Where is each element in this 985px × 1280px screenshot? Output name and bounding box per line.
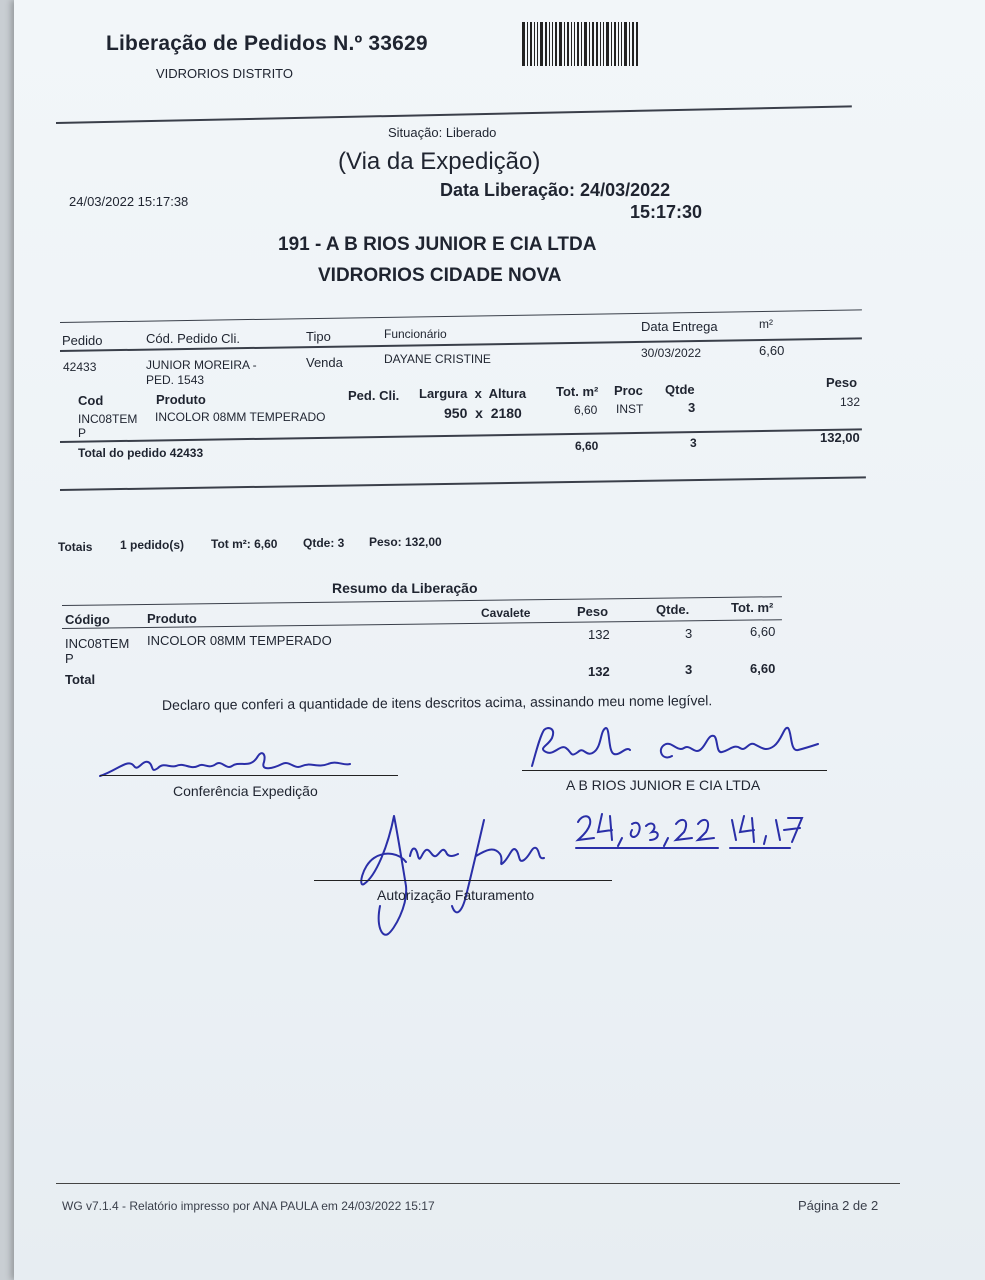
resumo-header-tot-m2: Tot. m² — [731, 600, 774, 615]
footer-divider — [56, 1183, 900, 1184]
signature-line-autorizacao — [314, 880, 612, 881]
resumo-header-peso: Peso — [577, 604, 609, 619]
barcode-bar — [571, 22, 572, 66]
header-m2: m² — [759, 317, 773, 331]
barcode-bar — [592, 22, 594, 66]
signature-line-conferencia — [100, 775, 398, 776]
barcode-bar — [552, 22, 553, 66]
barcode-bar — [527, 22, 528, 66]
item-qtde: 3 — [688, 400, 696, 415]
totals-label: Totais — [58, 540, 93, 554]
barcode-bar — [540, 22, 543, 66]
row-pedido: 42433 — [63, 360, 97, 374]
item-header-peso: Peso — [826, 375, 858, 390]
barcode-bar — [555, 22, 557, 66]
totals-m2: Tot m²: 6,60 — [211, 537, 278, 551]
barcode-bar — [603, 22, 604, 66]
barcode-bar — [574, 22, 575, 66]
data-liberacao: Data Liberação: 24/03/2022 — [440, 180, 671, 200]
barcode-bar — [559, 22, 562, 66]
barcode-bar — [600, 22, 601, 66]
resumo-total-qtde: 3 — [685, 662, 693, 677]
printed-timestamp: 24/03/2022 15:17:38 — [69, 194, 189, 209]
barcode-bar — [577, 22, 579, 66]
client-store: VIDRORIOS CIDADE NOVA — [318, 265, 562, 286]
barcode-bar — [621, 22, 622, 66]
total-pedido-qtde: 3 — [690, 436, 697, 450]
resumo-header-codigo: Código — [65, 612, 110, 627]
autorizacao-label: Autorização Faturamento — [377, 887, 535, 903]
row-cod-pedido-cli-cont: PED. 1543 — [146, 373, 205, 387]
situacao: Situação: Liberado — [388, 125, 497, 140]
barcode-bar — [530, 22, 532, 66]
item-header-proc: Proc — [614, 383, 643, 398]
barcode-bar — [581, 22, 582, 66]
barcode-bar — [636, 22, 638, 66]
barcode-bar — [584, 22, 587, 66]
resumo-total-tot-m2: 6,60 — [750, 661, 776, 676]
declaration-text: Declaro que conferi a quantidade de itens descritos acima, assinando meu nome legível. — [161, 692, 713, 713]
resumo-total-label: Total — [65, 672, 96, 687]
via-label: (Via da Expedição) — [338, 148, 541, 175]
resumo-codigo-cont: P — [65, 651, 74, 666]
row-tipo: Venda — [306, 355, 343, 370]
item-peso: 132 — [840, 395, 861, 409]
hora-liberacao: 15:17:30 — [630, 202, 703, 222]
item-produto: INCOLOR 08MM TEMPERADO — [155, 410, 326, 424]
barcode-bar — [614, 22, 616, 66]
item-proc: INST — [616, 402, 644, 416]
barcode-bar — [596, 22, 598, 66]
barcode-bar — [632, 22, 634, 66]
total-pedido-m2: 6,60 — [575, 439, 599, 453]
client-name: 191 - A B RIOS JUNIOR E CIA LTDA — [278, 234, 597, 255]
totals-pedidos: 1 pedido(s) — [120, 538, 185, 552]
row-m2: 6,60 — [759, 343, 785, 358]
signature-autorizacao — [354, 806, 554, 938]
barcode-bar — [611, 22, 612, 66]
barcode-bar — [534, 22, 535, 66]
barcode-bar — [567, 22, 569, 66]
resumo-tot-m2: 6,60 — [750, 624, 776, 639]
signature-cliente — [522, 722, 828, 772]
total-pedido-label: Total do pedido 42433 — [78, 446, 204, 460]
barcode-bar — [606, 22, 609, 66]
item-cod: INC08TEM — [78, 412, 138, 426]
cliente-label: A B RIOS JUNIOR E CIA LTDA — [566, 777, 761, 793]
row-cod-pedido-cli: JUNIOR MOREIRA - — [146, 358, 257, 372]
barcode-bar — [589, 22, 590, 66]
barcode-bar — [549, 22, 550, 66]
footer-page-number: Página 2 de 2 — [798, 1198, 879, 1213]
totals-qtde: Qtde: 3 — [303, 536, 345, 550]
barcode-bar — [618, 22, 619, 66]
footer-printed-by: WG v7.1.4 - Relatório impresso por ANA PAULA em 24/03/2022 15:17 — [62, 1199, 435, 1213]
resumo-header-cavalete: Cavalete — [481, 606, 531, 620]
signature-line-cliente — [522, 770, 827, 771]
signature-conferencia — [98, 748, 358, 782]
resumo-qtde: 3 — [685, 626, 693, 641]
barcode — [522, 22, 664, 66]
item-cod-cont: P — [78, 426, 87, 440]
resumo-header-produto: Produto — [147, 611, 197, 626]
item-header-cod: Cod — [78, 393, 104, 408]
handwritten-date — [572, 806, 812, 850]
barcode-bar — [545, 22, 547, 66]
total-pedido-peso: 132,00 — [820, 430, 860, 445]
resumo-title: Resumo da Liberação — [332, 580, 478, 596]
barcode-bar — [564, 22, 565, 66]
header-data-entrega: Data Entrega — [641, 319, 718, 334]
barcode-bar — [522, 22, 525, 66]
resumo-header-qtde: Qtde. — [656, 602, 690, 617]
item-tot-m2: 6,60 — [574, 403, 598, 417]
header-cod-pedido-cli: Cód. Pedido Cli. — [146, 331, 240, 346]
item-header-dimensoes: Largura x Altura — [419, 386, 527, 401]
resumo-codigo: INC08TEM — [65, 636, 130, 651]
document-subtitle: VIDRORIOS DISTRITO — [156, 66, 293, 81]
barcode-bar — [629, 22, 630, 66]
totals-peso: Peso: 132,00 — [369, 535, 442, 549]
document-title: Liberação de Pedidos N.º 33629 — [106, 32, 428, 55]
row-funcionario: DAYANE CRISTINE — [384, 352, 491, 366]
row-data-entrega: 30/03/2022 — [641, 346, 702, 360]
resumo-peso: 132 — [588, 627, 610, 642]
item-header-tot-m2: Tot. m² — [556, 384, 599, 399]
barcode-bar — [537, 22, 538, 66]
item-header-produto: Produto — [156, 392, 206, 407]
resumo-total-peso: 132 — [588, 664, 610, 679]
item-dimensoes: 950 x 2180 — [444, 405, 522, 421]
item-header-qtde: Qtde — [665, 382, 695, 397]
resumo-produto: INCOLOR 08MM TEMPERADO — [147, 633, 332, 648]
header-tipo: Tipo — [306, 329, 331, 344]
item-header-ped-cli: Ped. Cli. — [348, 388, 400, 403]
header-pedido: Pedido — [62, 333, 103, 348]
barcode-bar — [624, 22, 627, 66]
conferencia-label: Conferência Expedição — [173, 783, 318, 799]
header-funcionario: Funcionário — [384, 327, 447, 341]
